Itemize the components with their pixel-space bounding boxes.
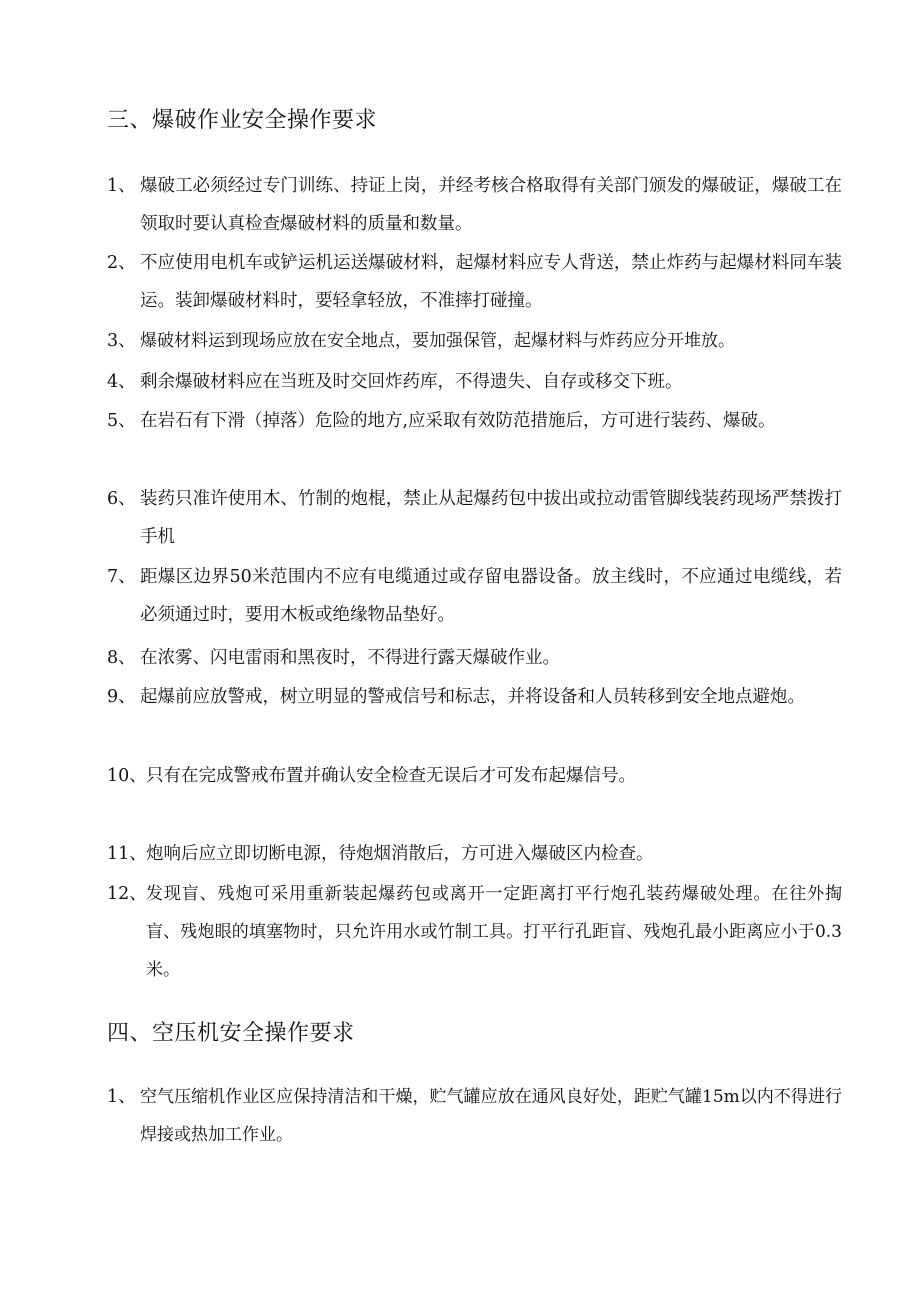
item-text: 爆破工必须经过专门训练、持证上岗，并经考核合格取得有关部门颁发的爆破证，爆破工在领取时要认真检查爆破材料的质量和数量。 [140,176,842,234]
item-number: 9、 [107,687,136,707]
item-number: 7、 [107,567,136,587]
section-heading-air-compressor: 四、空压机安全操作要求 [107,1021,355,1046]
item-number: 1、 [107,1087,136,1107]
list-item [107,402,842,440]
item-text: 只有在完成警戒布置并确认安全检查无误后才可发布起爆信号。 [146,766,636,786]
item-text: 装药只准许使用木、竹制的炮棍，禁止从起爆药包中拔出或拉动雷管脚线装药现场严禁拨打手机 [140,489,842,547]
item-number: 5、 [107,411,136,431]
list-item [107,678,842,716]
item-number: 4、 [107,372,136,392]
item-text: 空气压缩机作业区应保持清洁和干燥，贮气罐应放在通风良好处，距贮气罐15m以内不得进行焊接或热加工作业。 [140,1087,842,1145]
list-item [107,480,842,556]
item-number: 10、 [107,766,147,786]
item-text: 距爆区边界50米范围内不应有电缆通过或存留电器设备。放主线时，不应通过电缆线，若必须通过时，要用木板或绝缘物品垫好。 [140,567,842,625]
item-number: 12、 [107,884,147,904]
item-number: 2、 [107,253,136,273]
item-text: 剩余爆破材料应在当班及时交回炸药库，不得遗失、自存或移交下班。 [140,372,683,392]
item-number: 1、 [107,176,136,196]
item-text: 发现盲、残炮可采用重新装起爆药包或离开一定距离打平行炮孔装药爆破处理。在往外掏盲、残炮眼的填塞物时，只允许用水或竹制工具。打平行孔距盲、残炮孔最小距离应小于0.3米。 [146,884,842,980]
item-number: 6、 [107,489,136,509]
list-item [107,639,842,677]
item-number: 11、 [107,844,147,864]
list-item [107,875,842,989]
item-text: 起爆前应放警戒，树立明显的警戒信号和标志，并将设备和人员转移到安全地点避炮。 [140,687,805,707]
item-number: 3、 [107,331,136,351]
item-text: 炮响后应立即切断电源，待炮烟消散后，方可进入爆破区内检查。 [146,844,654,864]
list-item [107,322,842,360]
list-item [107,558,842,634]
list-item [107,1078,842,1154]
item-text: 在岩石有下滑（掉落）危险的地方,应采取有效防范措施后，方可进行装药、爆破。 [140,411,776,431]
item-text: 不应使用电机车或铲运机运送爆破材料，起爆材料应专人背送，禁止炸药与起爆材料同车装运。装卸爆破材料时，要轻拿轻放，不准摔打碰撞。 [140,253,842,311]
section-heading-blasting: 三、爆破作业安全操作要求 [107,108,378,133]
item-number: 8、 [107,648,136,668]
list-item [107,757,842,795]
item-text: 在浓雾、闪电雷雨和黑夜时，不得进行露天爆破作业。 [140,648,560,668]
list-item [107,167,842,243]
list-item [107,244,842,320]
list-item [107,835,842,873]
list-item [107,363,842,401]
item-text: 爆破材料运到现场应放在安全地点，要加强保管，起爆材料与炸药应分开堆放。 [140,331,735,351]
